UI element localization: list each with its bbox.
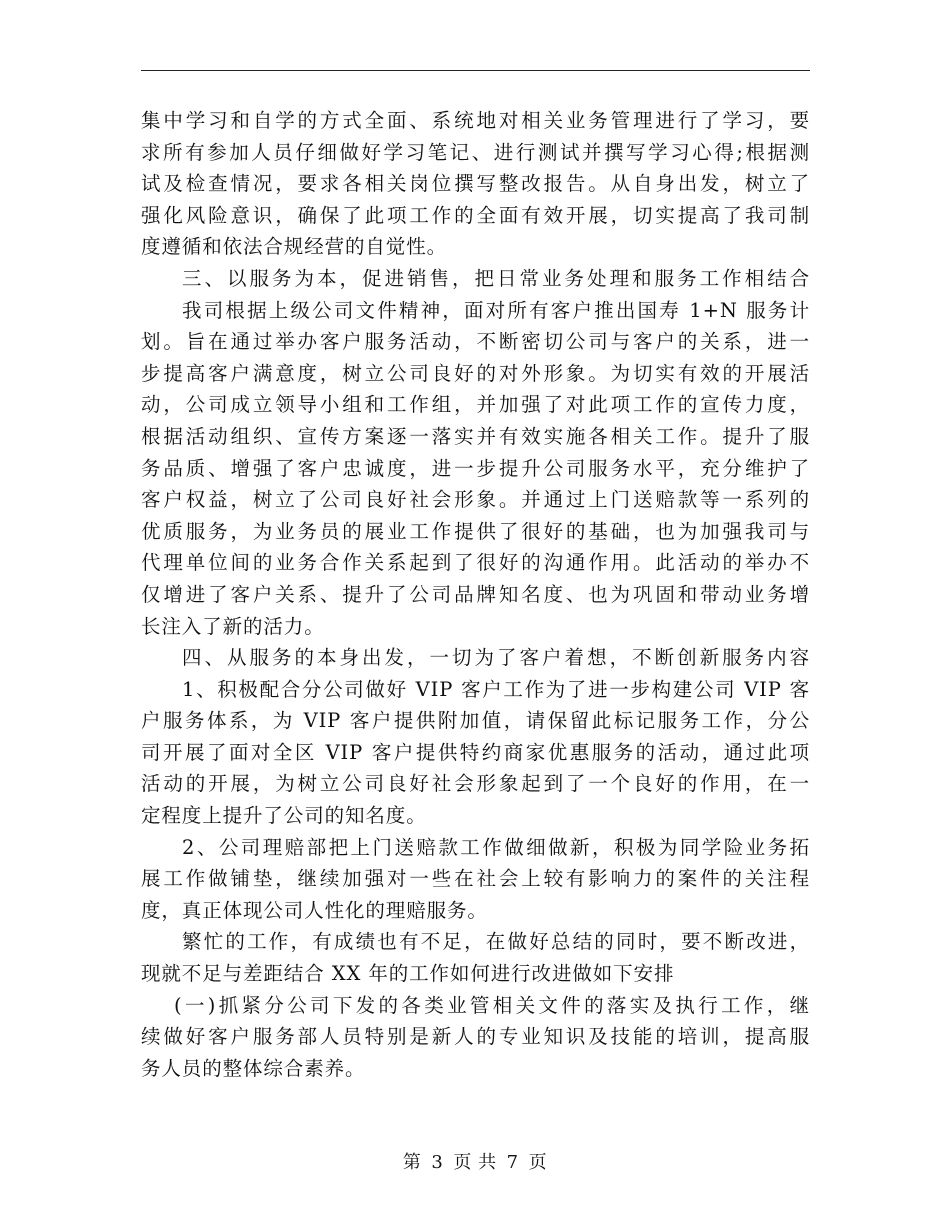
text-line: 繁忙的工作，有成绩也有不足，在做好总结的同时，要不断改进， — [182, 930, 810, 954]
footer-current-page: 3 — [431, 1152, 444, 1173]
text-line: 优质服务，为业务员的展业工作提供了很好的基础，也为加强我司与 — [141, 519, 810, 543]
text-line: 动，公司成立领导小组和工作组，并加强了对此项工作的宣传力度， — [141, 393, 810, 417]
page-footer — [0, 1148, 950, 1174]
text-line: 求所有参加人员仔细做好学习笔记、进行测试并撰写学习心得;根据测 — [141, 140, 810, 164]
text-line: 司开展了面对全区 VIP 客户提供特约商家优惠服务的活动，通过此项 — [141, 740, 810, 764]
header-rule — [141, 70, 810, 71]
text-line: 务人员的整体综合素养。 — [141, 1056, 366, 1080]
text-line: 仅增进了客户关系、提升了公司品牌知名度、也为巩固和带动业务增 — [141, 582, 810, 606]
text-line: 度，真正体现公司人性化的理赔服务。 — [141, 898, 488, 922]
text-line: 1、积极配合分公司做好 VIP 客户工作为了进一步构建公司 VIP 客 — [182, 677, 810, 701]
text-line: 客户权益，树立了公司良好社会形象。并通过上门送赔款等一系列的 — [141, 488, 810, 512]
text-line: 集中学习和自学的方式全面、系统地对相关业务管理进行了学习，要 — [141, 109, 810, 132]
text-line: 务品质、增强了客户忠诚度，进一步提升公司服务水平，充分维护了 — [141, 456, 810, 480]
text-line: 强化风险意识，确保了此项工作的全面有效开展，切实提高了我司制 — [141, 203, 810, 227]
footer-total-pages: 7 — [506, 1152, 519, 1173]
text-line: 试及检查情况，要求各相关岗位撰写整改报告。从自身出发，树立了 — [141, 172, 810, 196]
text-line: 划。旨在通过举办客户服务活动，不断密切公司与客户的关系，进一 — [141, 330, 810, 354]
footer-prefix: 第 — [402, 1152, 422, 1173]
text-line: 我司根据上级公司文件精神，面对所有客户推出国寿 1+N 服务计 — [182, 298, 810, 322]
text-line: 活动的开展，为树立公司良好社会形象起到了一个良好的作用，在一 — [141, 772, 810, 796]
text-line: 三、以服务为本，促进销售，把日常业务处理和服务工作相结合 — [182, 266, 810, 290]
document-body — [141, 105, 810, 1084]
text-line: 代理单位间的业务合作关系起到了很好的沟通作用。此活动的举办不 — [141, 551, 810, 575]
text-line: 现就不足与差距结合 XX 年的工作如何进行改进做如下安排 — [141, 962, 675, 986]
footer-suffix: 页 — [528, 1152, 548, 1173]
text-line: 长注入了新的活力。 — [141, 614, 325, 638]
footer-middle: 页 共 — [453, 1152, 497, 1173]
text-line: 2、公司理赔部把上门送赔款工作做细做新，积极为同学险业务拓 — [182, 835, 810, 859]
text-line: 四、从服务的本身出发，一切为了客户着想，不断创新服务内容 — [182, 646, 810, 670]
text-line: (一)抓紧分公司下发的各类业管相关文件的落实及执行工作，继 — [174, 993, 810, 1017]
text-line: 根据活动组织、宣传方案逐一落实并有效实施各相关工作。提升了服 — [141, 424, 810, 448]
text-line: 户服务体系，为 VIP 客户提供附加值，请保留此标记服务工作，分公 — [141, 709, 810, 733]
text-line: 定程度上提升了公司的知名度。 — [141, 804, 427, 828]
text-line: 展工作做铺垫，继续加强对一些在社会上较有影响力的案件的关注程 — [141, 867, 810, 891]
text-line: 度遵循和依法合规经营的自觉性。 — [141, 235, 448, 259]
text-line: 步提高客户满意度，树立公司良好的对外形象。为切实有效的开展活 — [141, 361, 810, 385]
text-line: 续做好客户服务部人员特别是新人的专业知识及技能的培训，提高服 — [141, 1025, 810, 1049]
